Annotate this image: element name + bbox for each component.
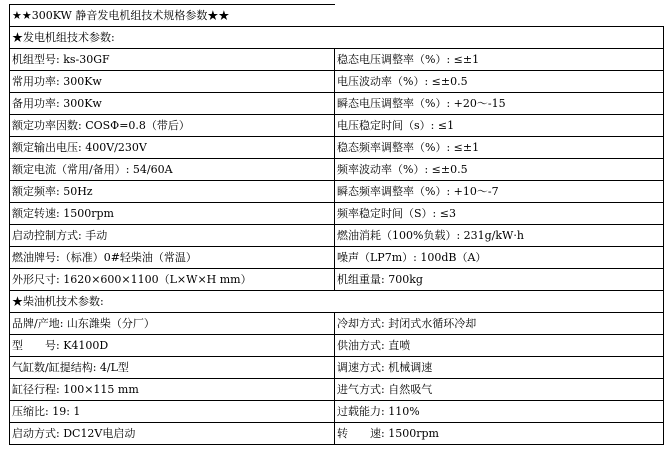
spec-cell-left: 外形尺寸: 1620×600×1100（L×W×H mm） xyxy=(10,269,335,291)
spec-row xyxy=(10,159,664,181)
spec-cell-left: 额定频率: 50Hz xyxy=(10,181,335,203)
spec-row xyxy=(10,93,664,115)
spec-row xyxy=(10,181,664,203)
spec-cell-right: 冷却方式: 封闭式水循环冷却 xyxy=(335,313,664,335)
spec-row xyxy=(10,379,664,401)
spec-cell-left: 额定功率因数: COSΦ=0.8（带后） xyxy=(10,115,335,137)
spec-row xyxy=(10,49,664,71)
spec-cell-left: 机组型号: ks-30GF xyxy=(10,49,335,71)
spec-cell-left: 启动控制方式: 手动 xyxy=(10,225,335,247)
spec-cell-right: 噪声（LP7m）: 100dB（A） xyxy=(335,247,664,269)
spec-cell-right: 机组重量: 700kg xyxy=(335,269,664,291)
section-heading: ★发电机组技术参数: xyxy=(10,27,664,49)
spec-cell-left: 气缸数/缸提结构: 4/L型 xyxy=(10,357,335,379)
spec-cell-left: 备用功率: 300Kw xyxy=(10,93,335,115)
spec-cell-left: 品牌/产地: 山东潍柴（分厂） xyxy=(10,313,335,335)
spec-row xyxy=(10,247,664,269)
spec-row xyxy=(10,313,664,335)
spec-cell-left: 缸径行程: 100×115 mm xyxy=(10,379,335,401)
spec-row xyxy=(10,357,664,379)
spec-cell-right: 调速方式: 机械调速 xyxy=(335,357,664,379)
spec-cell-right: 进气方式: 自然吸气 xyxy=(335,379,664,401)
spec-cell-right: 转 速: 1500rpm xyxy=(335,423,664,445)
spec-cell-right: 供油方式: 直喷 xyxy=(335,335,664,357)
spec-cell-left: 压缩比: 19: 1 xyxy=(10,401,335,423)
section-heading-row xyxy=(10,27,664,49)
spec-cell-left: 额定转速: 1500rpm xyxy=(10,203,335,225)
spec-cell-right: 电压稳定时间（s）: ≤1 xyxy=(335,115,664,137)
spec-cell-right: 频率波动率（%）: ≤±0.5 xyxy=(335,159,664,181)
title-row xyxy=(10,5,664,27)
spec-row xyxy=(10,71,664,93)
spec-row xyxy=(10,401,664,423)
section-heading-row xyxy=(10,291,664,313)
spec-cell-left: 型 号: K4100D xyxy=(10,335,335,357)
section-heading: ★柴油机技术参数: xyxy=(10,291,664,313)
spec-cell-right: 瞬态电压调整率（%）: +20～-15 xyxy=(335,93,664,115)
spec-cell-right: 电压波动率（%）: ≤±0.5 xyxy=(335,71,664,93)
spec-cell-right: 瞬态频率调整率（%）: +10～-7 xyxy=(335,181,664,203)
spec-row xyxy=(10,335,664,357)
spec-row xyxy=(10,423,664,445)
spec-table xyxy=(9,4,664,445)
spec-cell-left: 额定电流（常用/备用）: 54/60A xyxy=(10,159,335,181)
spec-cell-right: 过载能力: 110% xyxy=(335,401,664,423)
spec-cell-right: 稳态频率调整率（%）: ≤±1 xyxy=(335,137,664,159)
spec-row xyxy=(10,137,664,159)
spec-cell-right: 稳态电压调整率（%）: ≤±1 xyxy=(335,49,664,71)
spec-row xyxy=(10,203,664,225)
spec-cell-left: 常用功率: 300Kw xyxy=(10,71,335,93)
spec-title: ★★300KW 静音发电机组技术规格参数★★ xyxy=(10,5,335,27)
spec-row xyxy=(10,115,664,137)
title-gap-cell xyxy=(335,5,664,27)
spec-cell-right: 燃油消耗（100%负载）: 231g/kW·h xyxy=(335,225,664,247)
spec-cell-left: 启动方式: DC12V电启动 xyxy=(10,423,335,445)
spec-row xyxy=(10,225,664,247)
spec-cell-right: 频率稳定时间（S）: ≤3 xyxy=(335,203,664,225)
spec-cell-left: 额定输出电压: 400V/230V xyxy=(10,137,335,159)
spec-cell-left: 燃油牌号:（标准）0#轻柴油（常温） xyxy=(10,247,335,269)
spec-row xyxy=(10,269,664,291)
